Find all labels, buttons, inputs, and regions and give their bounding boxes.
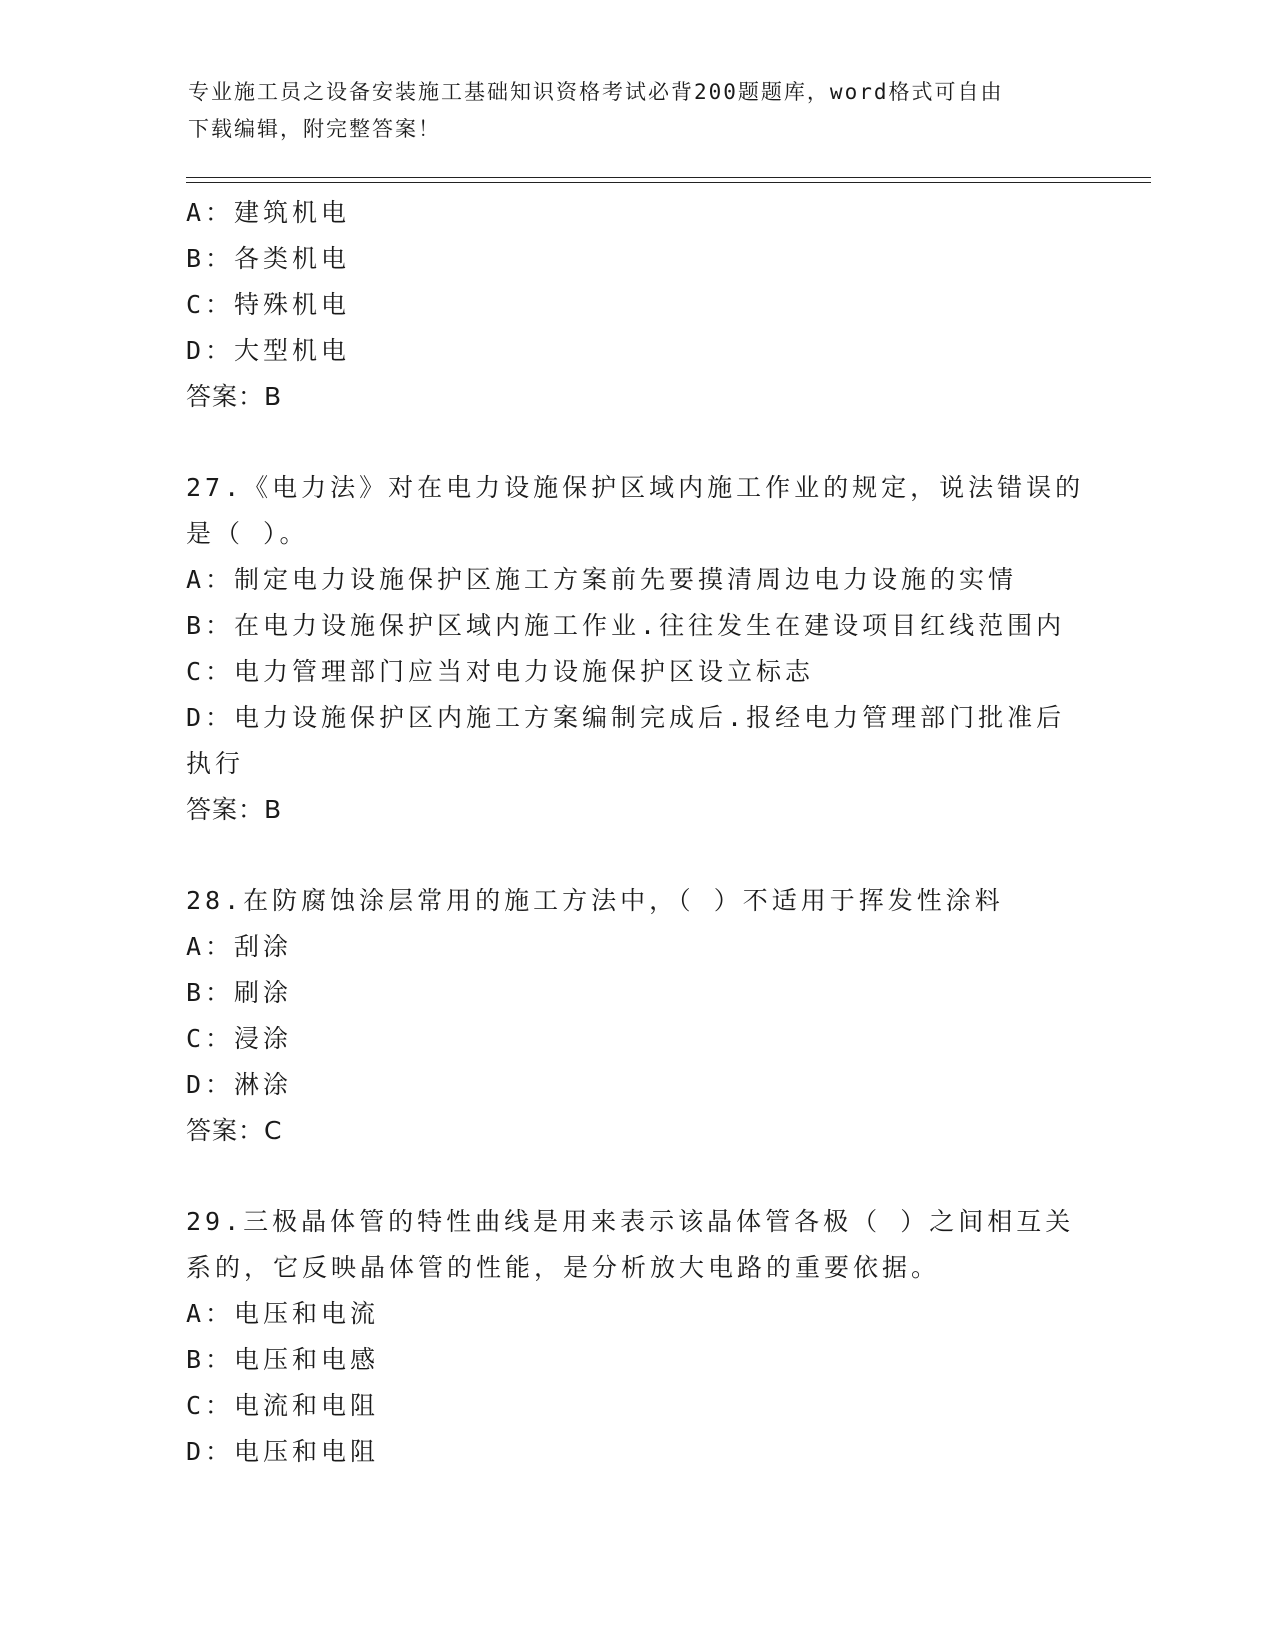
option-a: A：刮涂 xyxy=(186,932,293,961)
option-c: C：电力管理部门应当对电力设施保护区设立标志 xyxy=(186,657,815,686)
question-28 xyxy=(186,878,1086,1154)
spacer xyxy=(186,1154,1086,1199)
option-d-continued: 执行 xyxy=(186,749,245,778)
option-d: D：大型机电 xyxy=(186,336,351,365)
question-stem: 28.在防腐蚀涂层常用的施工方法中，（ ）不适用于挥发性涂料 xyxy=(186,886,1004,915)
header-line-1: 专业施工员之设备安装施工基础知识资格考试必背200题题库，word格式可自由 xyxy=(188,80,1004,104)
option-b: B：电压和电感 xyxy=(186,1345,380,1374)
option-b: B：刷涂 xyxy=(186,978,293,1007)
header-line-2: 下载编辑，附完整答案！ xyxy=(188,117,441,141)
option-d: D：电压和电阻 xyxy=(186,1437,380,1466)
option-d: D：电力设施保护区内施工方案编制完成后.报经电力管理部门批准后 xyxy=(186,703,1066,732)
option-a: A：建筑机电 xyxy=(186,198,351,227)
header-divider-top xyxy=(186,177,1151,178)
question-stem-continued: 系的，它反映晶体管的性能，是分析放大电路的重要依据。 xyxy=(186,1253,941,1282)
option-c: C：浸涂 xyxy=(186,1024,293,1053)
option-c: C：特殊机电 xyxy=(186,290,351,319)
question-26 xyxy=(186,190,1086,420)
document-header xyxy=(188,74,1088,148)
option-b: B：各类机电 xyxy=(186,244,351,273)
spacer xyxy=(186,420,1086,465)
answer: 答案：C xyxy=(186,1116,283,1145)
option-a: A：制定电力设施保护区施工方案前先要摸清周边电力设施的实情 xyxy=(186,565,1018,594)
question-stem: 27.《电力法》对在电力设施保护区域内施工作业的规定，说法错误的 xyxy=(186,473,1085,502)
answer: 答案：B xyxy=(186,795,283,824)
question-stem-continued: 是（ ）。 xyxy=(186,519,309,548)
option-c: C：电流和电阻 xyxy=(186,1391,380,1420)
option-b: B：在电力设施保护区域内施工作业.往往发生在建设项目红线范围内 xyxy=(186,611,1066,640)
question-list xyxy=(186,190,1086,1475)
answer: 答案：B xyxy=(186,382,283,411)
question-29 xyxy=(186,1199,1086,1475)
option-d: D：淋涂 xyxy=(186,1070,293,1099)
option-a: A：电压和电流 xyxy=(186,1299,380,1328)
header-divider-bottom xyxy=(186,182,1151,183)
question-27 xyxy=(186,465,1086,833)
spacer xyxy=(186,833,1086,878)
question-stem: 29.三极晶体管的特性曲线是用来表示该晶体管各极（ ）之间相互关 xyxy=(186,1207,1075,1236)
